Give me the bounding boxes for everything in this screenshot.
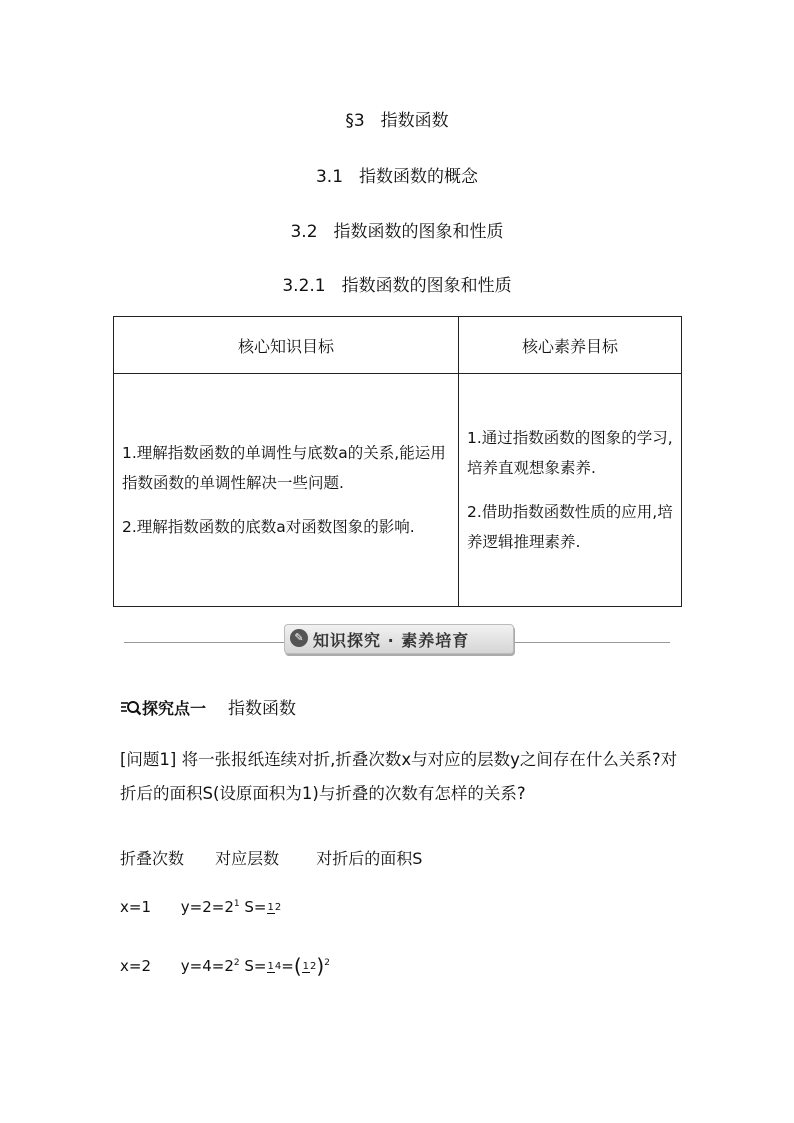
question-label: [问题1] bbox=[120, 750, 177, 769]
banner-rule-right bbox=[512, 642, 670, 643]
fraction: 14 bbox=[267, 960, 282, 972]
fold-header-count: 折叠次数 bbox=[120, 849, 185, 868]
fold-row-x: x=1 bbox=[120, 898, 151, 916]
fold-row-y-exp: 1 bbox=[233, 899, 240, 909]
subsection-number: 3.1 bbox=[315, 167, 344, 187]
subsection-title: 指数函数的概念 bbox=[359, 167, 479, 187]
subsubsection-heading bbox=[0, 271, 794, 296]
goals-table bbox=[113, 316, 682, 607]
knowledge-goal-item: 2.理解指数函数的底数a对函数图象的影响. bbox=[122, 518, 415, 536]
literacy-goal-item: 2.借助指数函数性质的应用,培养逻辑推理素养. bbox=[467, 503, 673, 551]
knowledge-goal-item: 1.理解指数函数的单调性与底数a的关系,能运用指数函数的单调性解决一些问题. bbox=[122, 444, 446, 492]
subsection-title-2: 指数函数的图象和性质 bbox=[333, 222, 504, 242]
fraction: 12 bbox=[267, 901, 282, 913]
subsection-heading bbox=[0, 162, 794, 187]
explore-title: 指数函数 bbox=[228, 699, 297, 719]
left-paren: ( bbox=[293, 954, 302, 978]
fold-row-1 bbox=[120, 898, 281, 916]
fold-row-y: y=4=2 bbox=[180, 957, 234, 975]
pencil-circle-icon: ✎ bbox=[290, 629, 308, 647]
literacy-goals-cell bbox=[459, 374, 682, 607]
section-number: §3 bbox=[345, 111, 365, 131]
question-text: 将一张报纸连续对折,折叠次数x与对应的层数y之间存在什么关系?对折后的面积S(设原面积为1)与折叠的次数有怎样的关系? bbox=[120, 750, 678, 803]
explore-tag: 探究点一 bbox=[142, 699, 207, 718]
knowledge-goals-cell bbox=[114, 374, 459, 607]
magnifier-icon bbox=[120, 700, 142, 716]
fold-row-y: y=2=2 bbox=[180, 898, 234, 916]
subsubsection-title: 指数函数的图象和性质 bbox=[341, 276, 512, 296]
literacy-goals-header: 核心素养目标 bbox=[459, 317, 682, 374]
right-paren: ) bbox=[316, 954, 325, 978]
fold-table-header bbox=[120, 846, 422, 869]
literacy-goal-item: 1.通过指数函数的图象的学习,培养直观想象素养. bbox=[467, 429, 673, 477]
fraction: 12 bbox=[302, 960, 317, 972]
section-heading bbox=[0, 106, 794, 131]
fold-header-area: 对折后的面积S bbox=[316, 849, 423, 868]
explore-heading bbox=[120, 694, 296, 719]
subsection-heading-2 bbox=[0, 217, 794, 242]
fold-header-layers: 对应层数 bbox=[215, 849, 280, 868]
question-paragraph bbox=[120, 743, 680, 811]
banner-pill bbox=[284, 624, 514, 654]
banner-rule-left bbox=[124, 642, 284, 643]
section-banner bbox=[124, 622, 670, 652]
banner-text: 知识探究 · 素养培育 bbox=[313, 631, 470, 650]
fold-row-2 bbox=[120, 954, 330, 978]
section-title: 指数函数 bbox=[380, 111, 449, 131]
subsection-number-2: 3.2 bbox=[290, 222, 318, 242]
fold-row-s: S= bbox=[244, 957, 267, 975]
fold-row-x: x=2 bbox=[120, 957, 151, 975]
fold-row-y-exp: 2 bbox=[233, 958, 240, 968]
subsubsection-number: 3.2.1 bbox=[282, 276, 326, 296]
fold-row-eq: = bbox=[281, 957, 294, 975]
fold-row-power: 2 bbox=[324, 958, 330, 968]
knowledge-goals-header: 核心知识目标 bbox=[114, 317, 459, 374]
fold-row-s: S= bbox=[244, 898, 267, 916]
